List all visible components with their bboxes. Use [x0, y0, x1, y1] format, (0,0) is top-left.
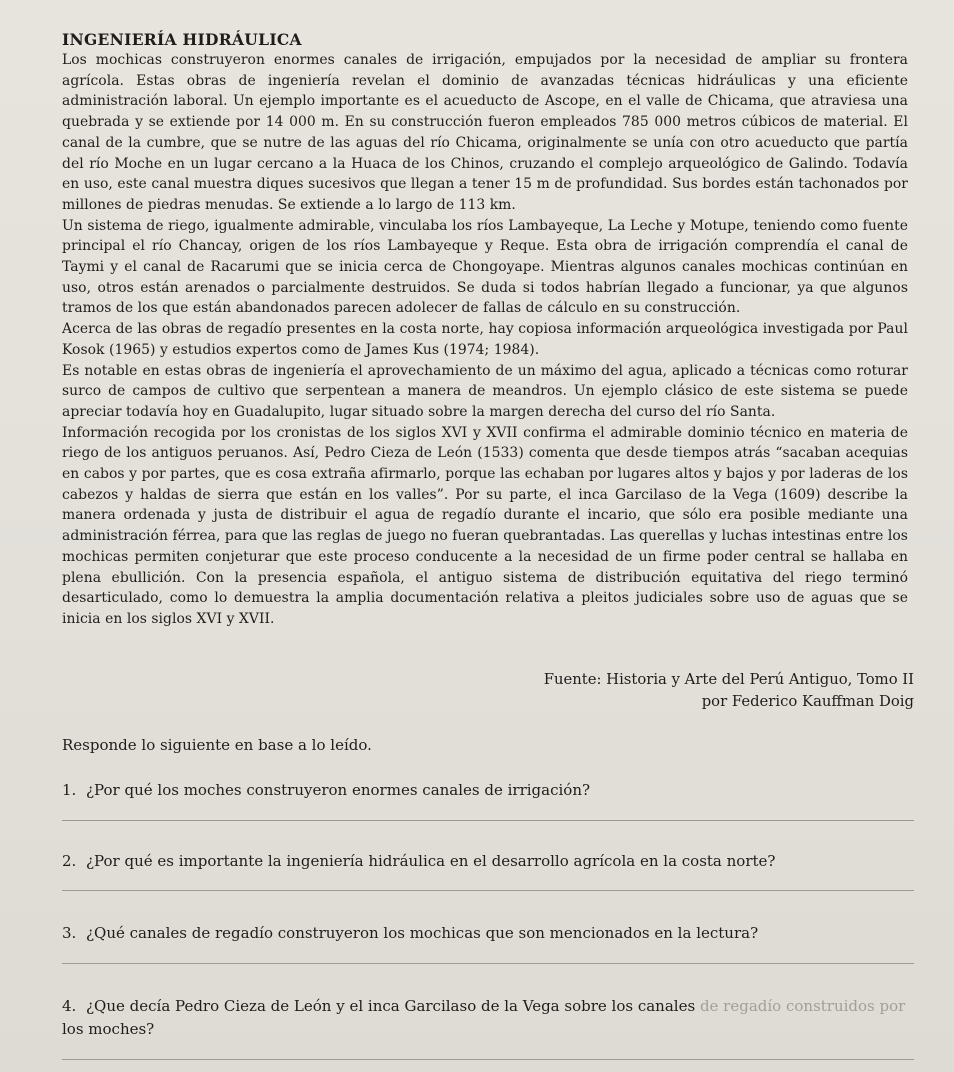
reading-text — [62, 50, 908, 630]
question-text: ¿Por qué los moches construyeron enormes canales de irrigación? — [86, 781, 591, 799]
question-number: 4. — [62, 997, 77, 1015]
question-text: ¿Que decía Pedro Cieza de León y el inca Garcilaso de la Vega sobre los canales — [86, 997, 696, 1015]
paragraph-1: Los mochicas construyeron enormes canales de irrigación, empujados por la necesidad de ampliar su frontera agrícola. Estas obras de ingeniería revelan el dominio de avanzadas técnicas hidráulicas y una eficiente administración laboral. Un ejemplo importante es el acueducto de Ascope, en el valle de Chicama, que atraviesa una quebrada y se extiende por 14 000 m. En su construcción fueron empleados 785 000 metros cúbicos de material. El canal de la cumbre, que se nutre de las aguas del río Chicama, originalmente se unía con otro acueducto que partía del río Moche en un lugar cercano a la Huaca de los Chinos, cruzando el complejo arqueológico de Galindo. Todavía en uso, este canal muestra diques sucesivos que llegan a tener 15 m de profundidad. Sus bordes están tachonados por millones de piedras menudas. Se extiende a lo largo de 113 km. — [62, 52, 908, 213]
question-number: 3. — [62, 924, 77, 942]
answer-line-4[interactable] — [62, 1059, 914, 1060]
source-author: por Federico Kauffman Doig — [701, 693, 914, 710]
answer-line-2[interactable] — [62, 890, 914, 891]
answer-line-3[interactable] — [62, 963, 914, 964]
answer-line-1[interactable] — [62, 820, 914, 821]
question-4-continuation: los moches? — [62, 1020, 155, 1038]
question-number: 2. — [62, 852, 77, 870]
instruction-text: Responde lo siguiente en base a lo leído. — [62, 736, 372, 754]
question-text: ¿Por qué es importante la ingeniería hidráulica en el desarrollo agrícola en la costa norte? — [86, 852, 776, 870]
question-number: 1. — [62, 781, 77, 799]
paragraph-3: Acerca de las obras de regadío presentes en la costa norte, hay copiosa información arqueológica investigada por Paul Kosok (1965) y estudios expertos como de James Kus (1974; 1984). — [62, 321, 908, 358]
question-2 — [62, 850, 775, 872]
question-3 — [62, 922, 758, 944]
question-1 — [62, 779, 590, 801]
paragraph-5: Información recogida por los cronistas de los siglos XVI y XVII confirma el admirable dominio técnico en materia de riego de los antiguos peruanos. Así, Pedro Cieza de León (1533) comenta que desde tiempos atrás “sacaban acequias en cabos y por partes, que es cosa extraña afirmarlo, porque las echaban por lugares altos y bajos y por laderas de los cabezos y haldas de sierra que están en los valles”. Por su parte, el inca Garcilaso de la Vega (1609) describe la manera ordenada y justa de distribuir el agua de regadío durante el incario, que sólo era posible mediante una administración férrea, para que las reglas de juego no fueran quebrantadas. Las querellas y luchas intestinas entre los mochicas permiten conjeturar que este proceso conducente a la necesidad de un firme poder central se hallaba en plena ebullición. Con la presencia española, el antiguo sistema de distribución equitativa del riego terminó desarticulado, como lo demuestra la amplia documentación relativa a pleitos judiciales sobre uso de aguas que se inicia en los siglos XVI y XVII. — [62, 424, 908, 627]
paragraph-4: Es notable en estas obras de ingeniería el aprovechamiento de un máximo del agua, aplicado a técnicas como roturar surco de campos de cultivo que serpentean a manera de meandros. Un ejemplo clásico de este sistema se puede apreciar todavía hoy en Guadalupito, lugar situado sobre la margen derecha del curso del río Santa. — [62, 362, 908, 420]
document-title: INGENIERÍA HIDRÁULICA — [62, 30, 302, 49]
question-text-faded: de regadío construidos por — [699, 997, 906, 1015]
source-citation: Fuente: Historia y Arte del Perú Antiguo, Tomo II — [543, 671, 914, 688]
question-4 — [62, 995, 905, 1017]
question-text: ¿Qué canales de regadío construyeron los mochicas que son mencionados en la lectura? — [86, 924, 759, 942]
paragraph-2: Un sistema de riego, igualmente admirable, vinculaba los ríos Lambayeque, La Leche y Motupe, teniendo como fuente principal el río Chancay, origen de los ríos Lambayeque y Reque. Esta obra de irrigación comprendía el canal de Taymi y el canal de Racarumi que se inicia cerca de Chongoyape. Mientras algunos canales mochicas continúan en uso, otros están arenados o parcialmente destruidos. Se duda si todos habrían llegado a funcionar, ya que algunos tramos de los que están abandonados parecen adolecer de fallas de cálculo en su construcción. — [62, 217, 908, 317]
